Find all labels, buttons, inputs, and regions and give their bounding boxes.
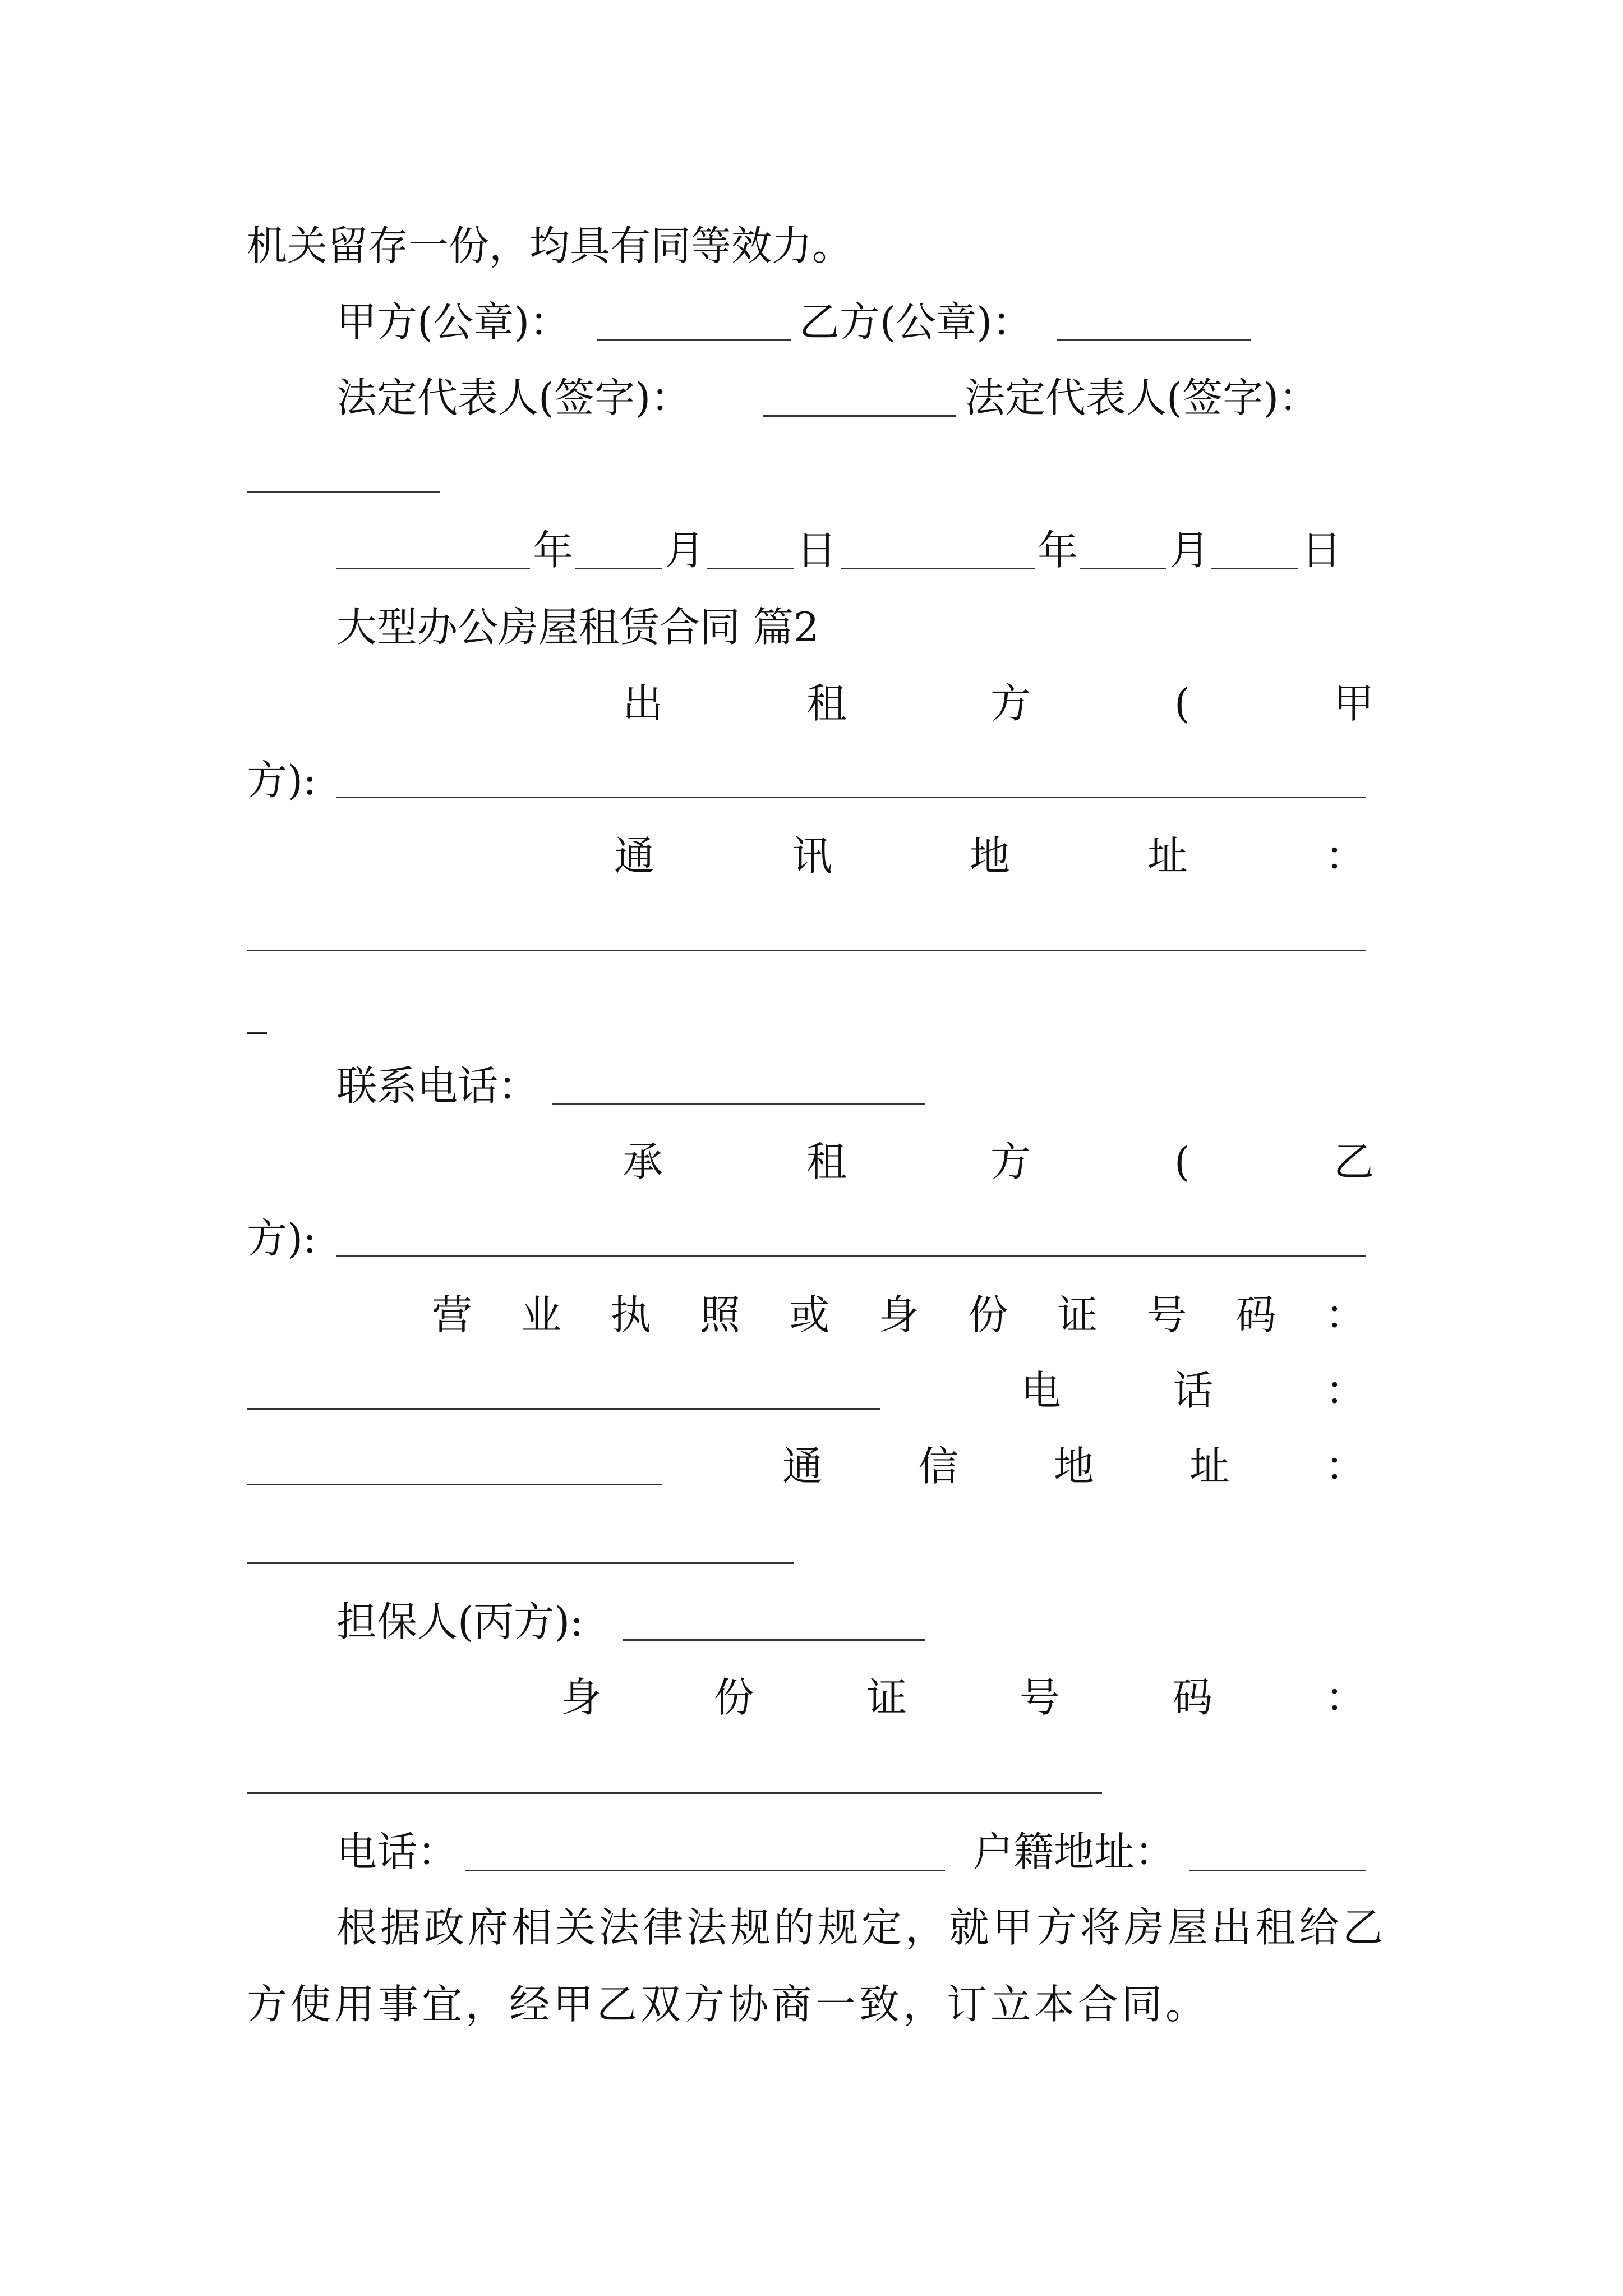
fill-blank — [336, 1255, 1366, 1257]
label-char: 方 — [990, 1138, 1031, 1185]
date-month-label: 月 — [1169, 527, 1210, 574]
label-char: 份 — [713, 1674, 754, 1721]
fill-blank — [247, 1792, 1102, 1794]
date-blank — [1211, 568, 1298, 569]
phone-label: 联系电话： — [336, 1062, 539, 1110]
lessor-label-row — [623, 680, 1374, 727]
label-char: 通 — [782, 1443, 823, 1490]
label-char: ( — [1174, 1138, 1190, 1185]
label-char: 乙 — [1333, 1138, 1374, 1185]
label-char: 份 — [967, 1291, 1008, 1338]
tel2-label: 电话： — [336, 1828, 458, 1875]
label-char: 照 — [699, 1291, 740, 1338]
rep-b-label: 法定代表人(签字)： — [965, 374, 1320, 421]
fill-blank — [552, 1103, 925, 1105]
rep-a-label: 法定代表人(签字)： — [336, 374, 691, 421]
label-char: 业 — [521, 1291, 562, 1338]
signature-blank — [247, 491, 440, 493]
label-char: 出 — [623, 680, 663, 727]
addr-tail: _ — [247, 987, 267, 1034]
label-char: 营 — [432, 1291, 473, 1338]
fill-blank — [247, 1562, 794, 1564]
date-blank — [336, 568, 530, 569]
fill-blank — [247, 1484, 662, 1485]
label-char: 号 — [1146, 1291, 1187, 1338]
lessee-tail-label: 方): — [247, 1215, 317, 1262]
label-char: ： — [1325, 1443, 1366, 1490]
label-char: ： — [1325, 832, 1366, 880]
date-blank — [841, 568, 1035, 569]
date-year-label: 年 — [533, 527, 574, 574]
label-char: 地 — [969, 832, 1010, 880]
fill-blank — [623, 1639, 925, 1641]
label-char: 方 — [990, 680, 1031, 727]
license-label-row — [432, 1291, 1366, 1338]
lessor-tail-label: 方): — [247, 757, 317, 804]
label-char: 证 — [866, 1674, 907, 1721]
fill-blank — [247, 1408, 880, 1410]
paragraph-line: 根据政府相关法律法规的规定，就甲方将房屋出租给乙 — [336, 1904, 1387, 1951]
signature-blank — [763, 415, 956, 417]
date-month-label: 月 — [665, 527, 706, 574]
label-char: 地 — [1053, 1443, 1094, 1490]
party-b-seal-label: 乙方(公章)： — [799, 298, 1033, 346]
date-day-label: 日 — [796, 527, 837, 574]
date-year-label: 年 — [1038, 527, 1078, 574]
guarantor-label: 担保人(丙方): — [336, 1598, 584, 1645]
label-char: 或 — [789, 1291, 830, 1338]
fill-blank — [1189, 1870, 1366, 1871]
signature-blank — [597, 339, 791, 341]
section-title: 大型办公房屋租赁合同 篇2 — [336, 604, 819, 651]
fill-blank — [247, 950, 1366, 951]
label-char: 码 — [1235, 1291, 1276, 1338]
signature-blank — [1057, 339, 1251, 341]
lessee-label-row — [623, 1138, 1374, 1185]
label-char: ： — [1325, 1291, 1366, 1338]
date-day-label: 日 — [1301, 527, 1342, 574]
label-char: 甲 — [1333, 680, 1374, 727]
label-char: ： — [1325, 1674, 1366, 1721]
label-char: 讯 — [791, 832, 832, 880]
mail-label-row — [782, 1443, 1366, 1490]
label-char: 通 — [614, 832, 655, 880]
label-char: ： — [1325, 1367, 1366, 1414]
label-char: 址 — [1189, 1443, 1230, 1490]
date-blank — [575, 568, 662, 569]
label-char: 执 — [610, 1291, 651, 1338]
label-char: 证 — [1057, 1291, 1098, 1338]
label-char: 身 — [561, 1674, 602, 1721]
label-char: 身 — [878, 1291, 919, 1338]
label-char: 址 — [1147, 832, 1188, 880]
text-line: 机关留存一份，均具有同等效力。 — [247, 222, 853, 269]
tel-label-row — [1021, 1367, 1366, 1414]
label-char: 话 — [1173, 1367, 1214, 1414]
label-char: 承 — [623, 1138, 663, 1185]
label-char: 租 — [806, 1138, 847, 1185]
label-char: ( — [1174, 680, 1190, 727]
label-char: 电 — [1021, 1367, 1062, 1414]
date-blank — [1080, 568, 1166, 569]
hukou-label: 户籍地址： — [973, 1828, 1175, 1875]
address-label-row — [614, 832, 1366, 880]
id-label-row — [561, 1674, 1366, 1721]
label-char: 码 — [1172, 1674, 1213, 1721]
fill-blank — [465, 1870, 945, 1871]
label-char: 租 — [806, 680, 847, 727]
party-a-seal-label: 甲方(公章)： — [336, 298, 570, 346]
label-char: 信 — [917, 1443, 958, 1490]
fill-blank — [336, 797, 1366, 798]
label-char: 号 — [1019, 1674, 1060, 1721]
date-blank — [707, 568, 794, 569]
paragraph-line: 方使用事宜，经甲乙双方协商一致，订立本合同。 — [247, 1981, 1210, 2028]
